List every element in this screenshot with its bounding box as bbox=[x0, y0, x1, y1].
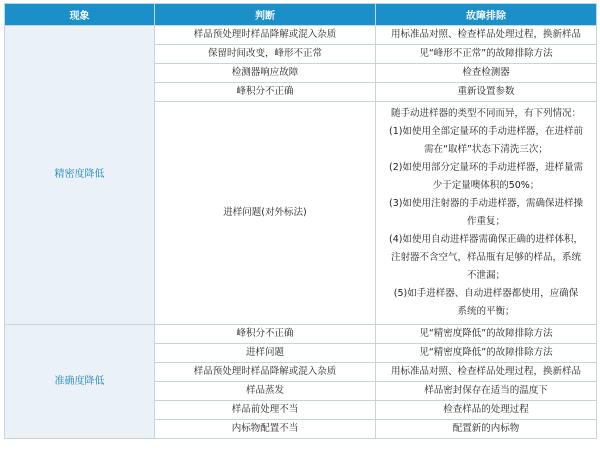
remedy-cell: 用标准品对照、检查样品处理过程，换新样品 bbox=[376, 26, 597, 45]
remedy-line: (5)如手进样器、自动进样器都使用，应确保 bbox=[393, 288, 579, 299]
judgment-cell: 内标物配置不当 bbox=[155, 420, 376, 439]
judgment-cell: 样品蒸发 bbox=[155, 382, 376, 401]
phenomenon-cell-accuracy: 准确度降低 bbox=[5, 325, 155, 439]
table-row bbox=[5, 325, 597, 344]
remedy-cell: 重新设置参数 bbox=[376, 83, 597, 102]
judgment-cell: 进样问题 bbox=[155, 344, 376, 363]
remedy-line: (4)如使用自动进样器需确保正确的进样体积， bbox=[389, 234, 583, 245]
remedy-cell: 见“峰形不正常”的故障排除方法 bbox=[376, 45, 597, 64]
remedy-line: 少于定量噢体积的50%； bbox=[432, 180, 540, 191]
judgment-cell: 保留时间改变，峰形不正常 bbox=[155, 45, 376, 64]
header-phenomenon: 现象 bbox=[5, 4, 155, 26]
remedy-line: (1)如使用全部定量环的手动进样器，在进样前 bbox=[389, 126, 583, 137]
troubleshooting-table bbox=[4, 3, 597, 439]
remedy-cell: 见“精密度降低”的故障排除方法 bbox=[376, 344, 597, 363]
phenomenon-cell-precision: 精密度降低 bbox=[5, 26, 155, 325]
judgment-cell: 峰积分不正确 bbox=[155, 83, 376, 102]
remedy-line: 系统的平衡； bbox=[457, 306, 515, 317]
judgment-cell: 样品前处理不当 bbox=[155, 401, 376, 420]
judgment-cell: 进样问题(对外标法) bbox=[155, 102, 376, 325]
judgment-cell: 样品预处理时样品降解或混入杂质 bbox=[155, 363, 376, 382]
header-row bbox=[5, 4, 597, 26]
header-remedy: 故障排除 bbox=[376, 4, 597, 26]
remedy-line: 注射器不含空气，样品瓶有足够的样品，系统 bbox=[390, 252, 581, 263]
remedy-cell: 检查样品的处理过程 bbox=[376, 401, 597, 420]
judgment-cell: 峰积分不正确 bbox=[155, 325, 376, 344]
remedy-cell: 样品密封保存在适当的温度下 bbox=[376, 382, 597, 401]
remedy-cell: 见“精密度降低”的故障排除方法 bbox=[376, 325, 597, 344]
remedy-line: (2)如使用部分定量环的手动进样器，进样量需 bbox=[389, 162, 583, 173]
remedy-cell: 配置新的内标物 bbox=[376, 420, 597, 439]
remedy-line: 需在“取样”状态下清洗三次； bbox=[424, 144, 548, 155]
remedy-line: 不泄漏； bbox=[466, 270, 505, 281]
table-row bbox=[5, 26, 597, 45]
remedy-cell: 检查检测器 bbox=[376, 64, 597, 83]
remedy-cell-injection bbox=[376, 102, 597, 325]
judgment-cell: 检测器响应故障 bbox=[155, 64, 376, 83]
remedy-cell: 用标准品对照、检查样品处理过程，换新样品 bbox=[376, 363, 597, 382]
remedy-line: 随手动进样器的类型不同而异，有下列情况： bbox=[390, 108, 581, 119]
header-judgment: 判断 bbox=[155, 4, 376, 26]
remedy-line: (3)如使用注射器的手动进样器，需确保进样操 bbox=[389, 198, 583, 209]
judgment-cell: 样品预处理时样品降解或混入杂质 bbox=[155, 26, 376, 45]
remedy-line: 作重复； bbox=[466, 216, 505, 227]
